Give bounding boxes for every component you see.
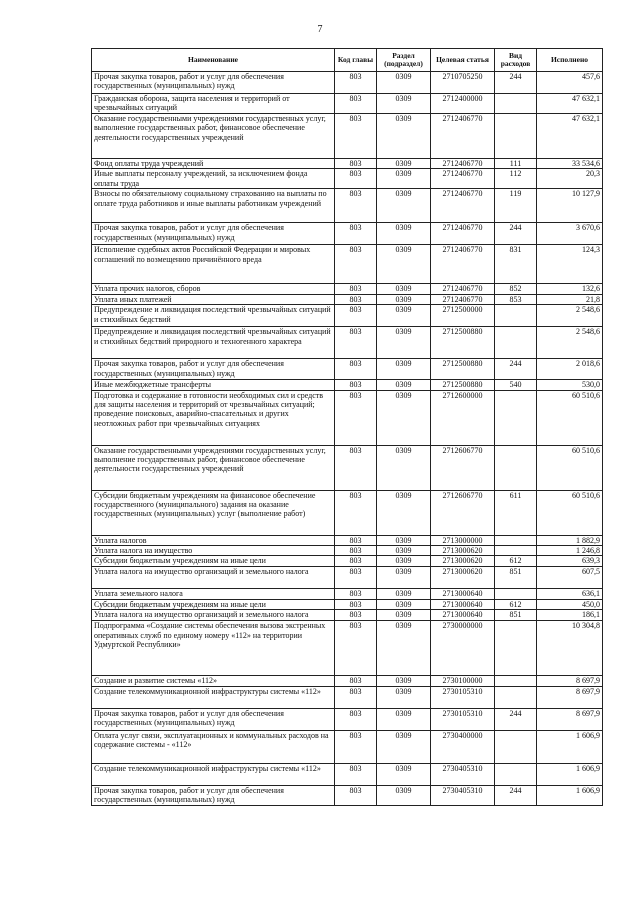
row-name: Оплата услуг связи, эксплуатационных и коммунальных расходов на содержание системы - «112»: [92, 730, 335, 763]
row-code: 803: [335, 566, 377, 588]
row-target: 2713000620: [431, 566, 495, 588]
row-code: 803: [335, 730, 377, 763]
row-target: 2713000640: [431, 599, 495, 609]
row-amount: 3 670,6: [537, 223, 603, 245]
row-section: 0309: [377, 158, 431, 168]
row-amount: 450,0: [537, 599, 603, 609]
row-name: Прочая закупка товаров, работ и услуг для обеспечения государственных (муниципальных) нужд: [92, 72, 335, 94]
row-name: Создание телекоммуникационной инфраструктуры системы «112»: [92, 686, 335, 708]
row-target: 2712606770: [431, 490, 495, 535]
row-code: 803: [335, 327, 377, 359]
table-row: [92, 730, 603, 763]
row-name: Уплата налога на имущество организаций и земельного налога: [92, 610, 335, 621]
table-row: [92, 158, 603, 168]
header-amount: Исполнено: [537, 49, 603, 72]
row-amount: 8 697,9: [537, 708, 603, 730]
row-target: 2712406770: [431, 294, 495, 304]
row-name: Субсидии бюджетным учреждениям на финансовое обеспечение государственного (муниципального) задания на оказание государственных (муниципальных) услуг (выполнение работ): [92, 490, 335, 535]
row-type: 119: [495, 189, 537, 223]
page-number: 7: [317, 24, 323, 35]
table-row: [92, 763, 603, 785]
row-target: 2713000620: [431, 545, 495, 555]
row-type: 244: [495, 785, 537, 805]
row-code: 803: [335, 676, 377, 686]
row-target: 2713000000: [431, 535, 495, 545]
row-amount: 47 632,1: [537, 94, 603, 114]
row-target: 2712406770: [431, 223, 495, 245]
table-row: [92, 610, 603, 621]
row-section: 0309: [377, 189, 431, 223]
row-section: 0309: [377, 327, 431, 359]
row-code: 803: [335, 621, 377, 676]
table-row: [92, 708, 603, 730]
table-row: [92, 327, 603, 359]
row-section: 0309: [377, 169, 431, 189]
table-row: [92, 566, 603, 588]
table-row: [92, 621, 603, 676]
row-section: 0309: [377, 599, 431, 609]
row-target: 2730000000: [431, 621, 495, 676]
row-type: 244: [495, 708, 537, 730]
row-type: 244: [495, 359, 537, 380]
table-row: [92, 490, 603, 535]
row-name: Предупреждение и ликвидация последствий чрезвычайных ситуаций и стихийных бедствий: [92, 305, 335, 327]
row-section: 0309: [377, 72, 431, 94]
row-type: [495, 94, 537, 114]
row-section: 0309: [377, 621, 431, 676]
row-target: 2730100000: [431, 676, 495, 686]
row-amount: 10 304,8: [537, 621, 603, 676]
row-section: 0309: [377, 223, 431, 245]
row-amount: 636,1: [537, 588, 603, 599]
row-section: 0309: [377, 763, 431, 785]
row-section: 0309: [377, 545, 431, 555]
row-name: Прочая закупка товаров, работ и услуг для обеспечения государственных (муниципальных) нужд: [92, 785, 335, 805]
table-row: [92, 556, 603, 566]
row-name: Субсидии бюджетным учреждениям на иные цели: [92, 556, 335, 566]
row-code: 803: [335, 305, 377, 327]
row-code: 803: [335, 545, 377, 555]
row-name: Создание телекоммуникационной инфраструктуры системы «112»: [92, 763, 335, 785]
row-type: [495, 390, 537, 445]
row-target: 2730405310: [431, 763, 495, 785]
row-type: 111: [495, 158, 537, 168]
row-target: 2712600000: [431, 390, 495, 445]
row-type: 612: [495, 599, 537, 609]
row-code: 803: [335, 686, 377, 708]
row-amount: 8 697,9: [537, 676, 603, 686]
row-type: [495, 621, 537, 676]
row-code: 803: [335, 785, 377, 805]
row-target: 2730105310: [431, 686, 495, 708]
row-target: 2712406770: [431, 113, 495, 158]
row-code: 803: [335, 556, 377, 566]
row-type: [495, 545, 537, 555]
row-code: 803: [335, 380, 377, 390]
row-name: Иные выплаты персоналу учреждений, за исключением фонда оплаты труда: [92, 169, 335, 189]
row-type: [495, 676, 537, 686]
row-code: 803: [335, 294, 377, 304]
row-target: 2712500880: [431, 359, 495, 380]
row-name: Оказание государственными учреждениями государственных услуг, выполнение государственных работ, финансовое обеспечение деятельности государственных учреждений: [92, 113, 335, 158]
row-type: 112: [495, 169, 537, 189]
row-amount: 186,1: [537, 610, 603, 621]
row-section: 0309: [377, 305, 431, 327]
row-section: 0309: [377, 445, 431, 490]
row-name: Подпрограмма «Создание системы обеспечения вызова экстренных оперативных служб по единому номеру «112» на территории Удмуртской Республики»: [92, 621, 335, 676]
table-row: [92, 189, 603, 223]
row-section: 0309: [377, 708, 431, 730]
row-target: 2712500000: [431, 305, 495, 327]
row-target: 2730105310: [431, 708, 495, 730]
row-type: 831: [495, 245, 537, 284]
row-target: 2712406770: [431, 158, 495, 168]
header-type: Вид расходов: [495, 49, 537, 72]
row-type: 612: [495, 556, 537, 566]
row-target: 2713000640: [431, 588, 495, 599]
row-section: 0309: [377, 284, 431, 294]
table-row: [92, 294, 603, 304]
row-amount: 132,6: [537, 284, 603, 294]
row-amount: 530,0: [537, 380, 603, 390]
table-row: [92, 545, 603, 555]
row-section: 0309: [377, 535, 431, 545]
row-amount: 2 018,6: [537, 359, 603, 380]
row-type: 853: [495, 294, 537, 304]
row-amount: 639,3: [537, 556, 603, 566]
row-type: 852: [495, 284, 537, 294]
row-target: 2710705250: [431, 72, 495, 94]
row-section: 0309: [377, 359, 431, 380]
row-section: 0309: [377, 556, 431, 566]
row-name: Иные межбюджетные трансферты: [92, 380, 335, 390]
row-code: 803: [335, 284, 377, 294]
row-name: Взносы по обязательному социальному страхованию на выплаты по оплате труда работников и иные выплаты работникам учреждений: [92, 189, 335, 223]
row-section: 0309: [377, 610, 431, 621]
row-amount: 1 606,9: [537, 730, 603, 763]
table-row: [92, 380, 603, 390]
row-target: 2730405310: [431, 785, 495, 805]
row-type: [495, 327, 537, 359]
table-row: [92, 305, 603, 327]
row-amount: 60 510,6: [537, 445, 603, 490]
row-code: 803: [335, 535, 377, 545]
row-amount: 2 548,6: [537, 327, 603, 359]
row-target: 2712406770: [431, 189, 495, 223]
row-name: Уплата прочих налогов, сборов: [92, 284, 335, 294]
row-name: Оказание государственными учреждениями государственных услуг, выполнение государственных работ, финансовое обеспечение деятельности государственных учреждений: [92, 445, 335, 490]
row-target: 2713000620: [431, 556, 495, 566]
row-code: 803: [335, 599, 377, 609]
row-code: 803: [335, 490, 377, 535]
row-name: Прочая закупка товаров, работ и услуг для обеспечения государственных (муниципальных) нужд: [92, 708, 335, 730]
table-row: [92, 445, 603, 490]
row-section: 0309: [377, 390, 431, 445]
row-target: 2712406770: [431, 245, 495, 284]
row-type: 244: [495, 223, 537, 245]
row-code: 803: [335, 610, 377, 621]
row-code: 803: [335, 169, 377, 189]
table-row: [92, 284, 603, 294]
row-name: Прочая закупка товаров, работ и услуг для обеспечения государственных (муниципальных) нужд: [92, 223, 335, 245]
row-target: 2712606770: [431, 445, 495, 490]
row-code: 803: [335, 359, 377, 380]
row-name: Подготовка и содержание в готовности необходимых сил и средств для защиты населения и территорий от чрезвычайных ситуаций; проведение поисковых, аварийно-спасательных и других неотложных работ при чрезвычайных ситуациях: [92, 390, 335, 445]
row-name: Уплата налогов: [92, 535, 335, 545]
budget-table: [91, 48, 603, 806]
table-row: [92, 535, 603, 545]
row-code: 803: [335, 708, 377, 730]
row-section: 0309: [377, 566, 431, 588]
row-target: 2713000640: [431, 610, 495, 621]
row-section: 0309: [377, 588, 431, 599]
row-code: 803: [335, 763, 377, 785]
row-target: 2712406770: [431, 169, 495, 189]
row-section: 0309: [377, 113, 431, 158]
table-header-row: [92, 49, 603, 72]
header-name: Наименование: [92, 49, 335, 72]
row-amount: 20,3: [537, 169, 603, 189]
row-type: [495, 763, 537, 785]
row-type: [495, 730, 537, 763]
row-type: [495, 686, 537, 708]
row-target: 2712406770: [431, 284, 495, 294]
table-row: [92, 245, 603, 284]
table-row: [92, 169, 603, 189]
row-name: Уплата иных платежей: [92, 294, 335, 304]
row-amount: 60 510,6: [537, 490, 603, 535]
row-amount: 457,6: [537, 72, 603, 94]
row-code: 803: [335, 189, 377, 223]
row-amount: 33 534,6: [537, 158, 603, 168]
row-code: 803: [335, 72, 377, 94]
row-amount: 607,5: [537, 566, 603, 588]
row-type: [495, 113, 537, 158]
row-name: Создание и развитие системы «112»: [92, 676, 335, 686]
table-row: [92, 359, 603, 380]
row-type: [495, 445, 537, 490]
row-type: [495, 588, 537, 599]
row-section: 0309: [377, 676, 431, 686]
row-code: 803: [335, 158, 377, 168]
table-row: [92, 72, 603, 94]
row-name: Предупреждение и ликвидация последствий чрезвычайных ситуаций и стихийных бедствий природного и техногенного характера: [92, 327, 335, 359]
table-row: [92, 223, 603, 245]
row-name: Субсидии бюджетным учреждениям на иные цели: [92, 599, 335, 609]
row-name: Исполнение судебных актов Российской Федерации и мировых соглашений по возмещению причинённого вреда: [92, 245, 335, 284]
row-target: 2730400000: [431, 730, 495, 763]
row-code: 803: [335, 445, 377, 490]
row-amount: 2 548,6: [537, 305, 603, 327]
row-type: 540: [495, 380, 537, 390]
table-row: [92, 676, 603, 686]
row-amount: 60 510,6: [537, 390, 603, 445]
row-section: 0309: [377, 380, 431, 390]
row-type: [495, 305, 537, 327]
table-row: [92, 113, 603, 158]
row-name: Прочая закупка товаров, работ и услуг для обеспечения государственных (муниципальных) нужд: [92, 359, 335, 380]
row-type: 851: [495, 610, 537, 621]
row-amount: 47 632,1: [537, 113, 603, 158]
row-type: [495, 535, 537, 545]
header-section: Раздел (подраздел): [377, 49, 431, 72]
row-amount: 1 606,9: [537, 763, 603, 785]
row-code: 803: [335, 94, 377, 114]
row-amount: 8 697,9: [537, 686, 603, 708]
row-code: 803: [335, 245, 377, 284]
row-section: 0309: [377, 730, 431, 763]
row-target: 2712400000: [431, 94, 495, 114]
row-section: 0309: [377, 94, 431, 114]
table-row: [92, 686, 603, 708]
table-row: [92, 390, 603, 445]
row-name: Уплата налога на имущество: [92, 545, 335, 555]
row-amount: 1 606,9: [537, 785, 603, 805]
header-target: Целевая статья: [431, 49, 495, 72]
row-code: 803: [335, 390, 377, 445]
row-amount: 1 246,8: [537, 545, 603, 555]
row-name: Фонд оплаты труда учреждений: [92, 158, 335, 168]
row-type: 244: [495, 72, 537, 94]
row-code: 803: [335, 113, 377, 158]
row-section: 0309: [377, 686, 431, 708]
row-code: 803: [335, 588, 377, 599]
table-row: [92, 94, 603, 114]
row-section: 0309: [377, 245, 431, 284]
row-section: 0309: [377, 490, 431, 535]
table-row: [92, 588, 603, 599]
table-row: [92, 599, 603, 609]
row-section: 0309: [377, 785, 431, 805]
row-type: 611: [495, 490, 537, 535]
row-amount: 21,8: [537, 294, 603, 304]
row-amount: 1 882,9: [537, 535, 603, 545]
row-code: 803: [335, 223, 377, 245]
row-section: 0309: [377, 294, 431, 304]
row-name: Уплата земельного налога: [92, 588, 335, 599]
table-row: [92, 785, 603, 805]
row-target: 2712500880: [431, 380, 495, 390]
row-amount: 124,3: [537, 245, 603, 284]
row-target: 2712500880: [431, 327, 495, 359]
row-amount: 10 127,9: [537, 189, 603, 223]
row-type: 851: [495, 566, 537, 588]
row-name: Гражданская оборона, защита населения и территорий от чрезвычайных ситуаций: [92, 94, 335, 114]
row-name: Уплата налога на имущество организаций и земельного налога: [92, 566, 335, 588]
header-code: Код главы: [335, 49, 377, 72]
